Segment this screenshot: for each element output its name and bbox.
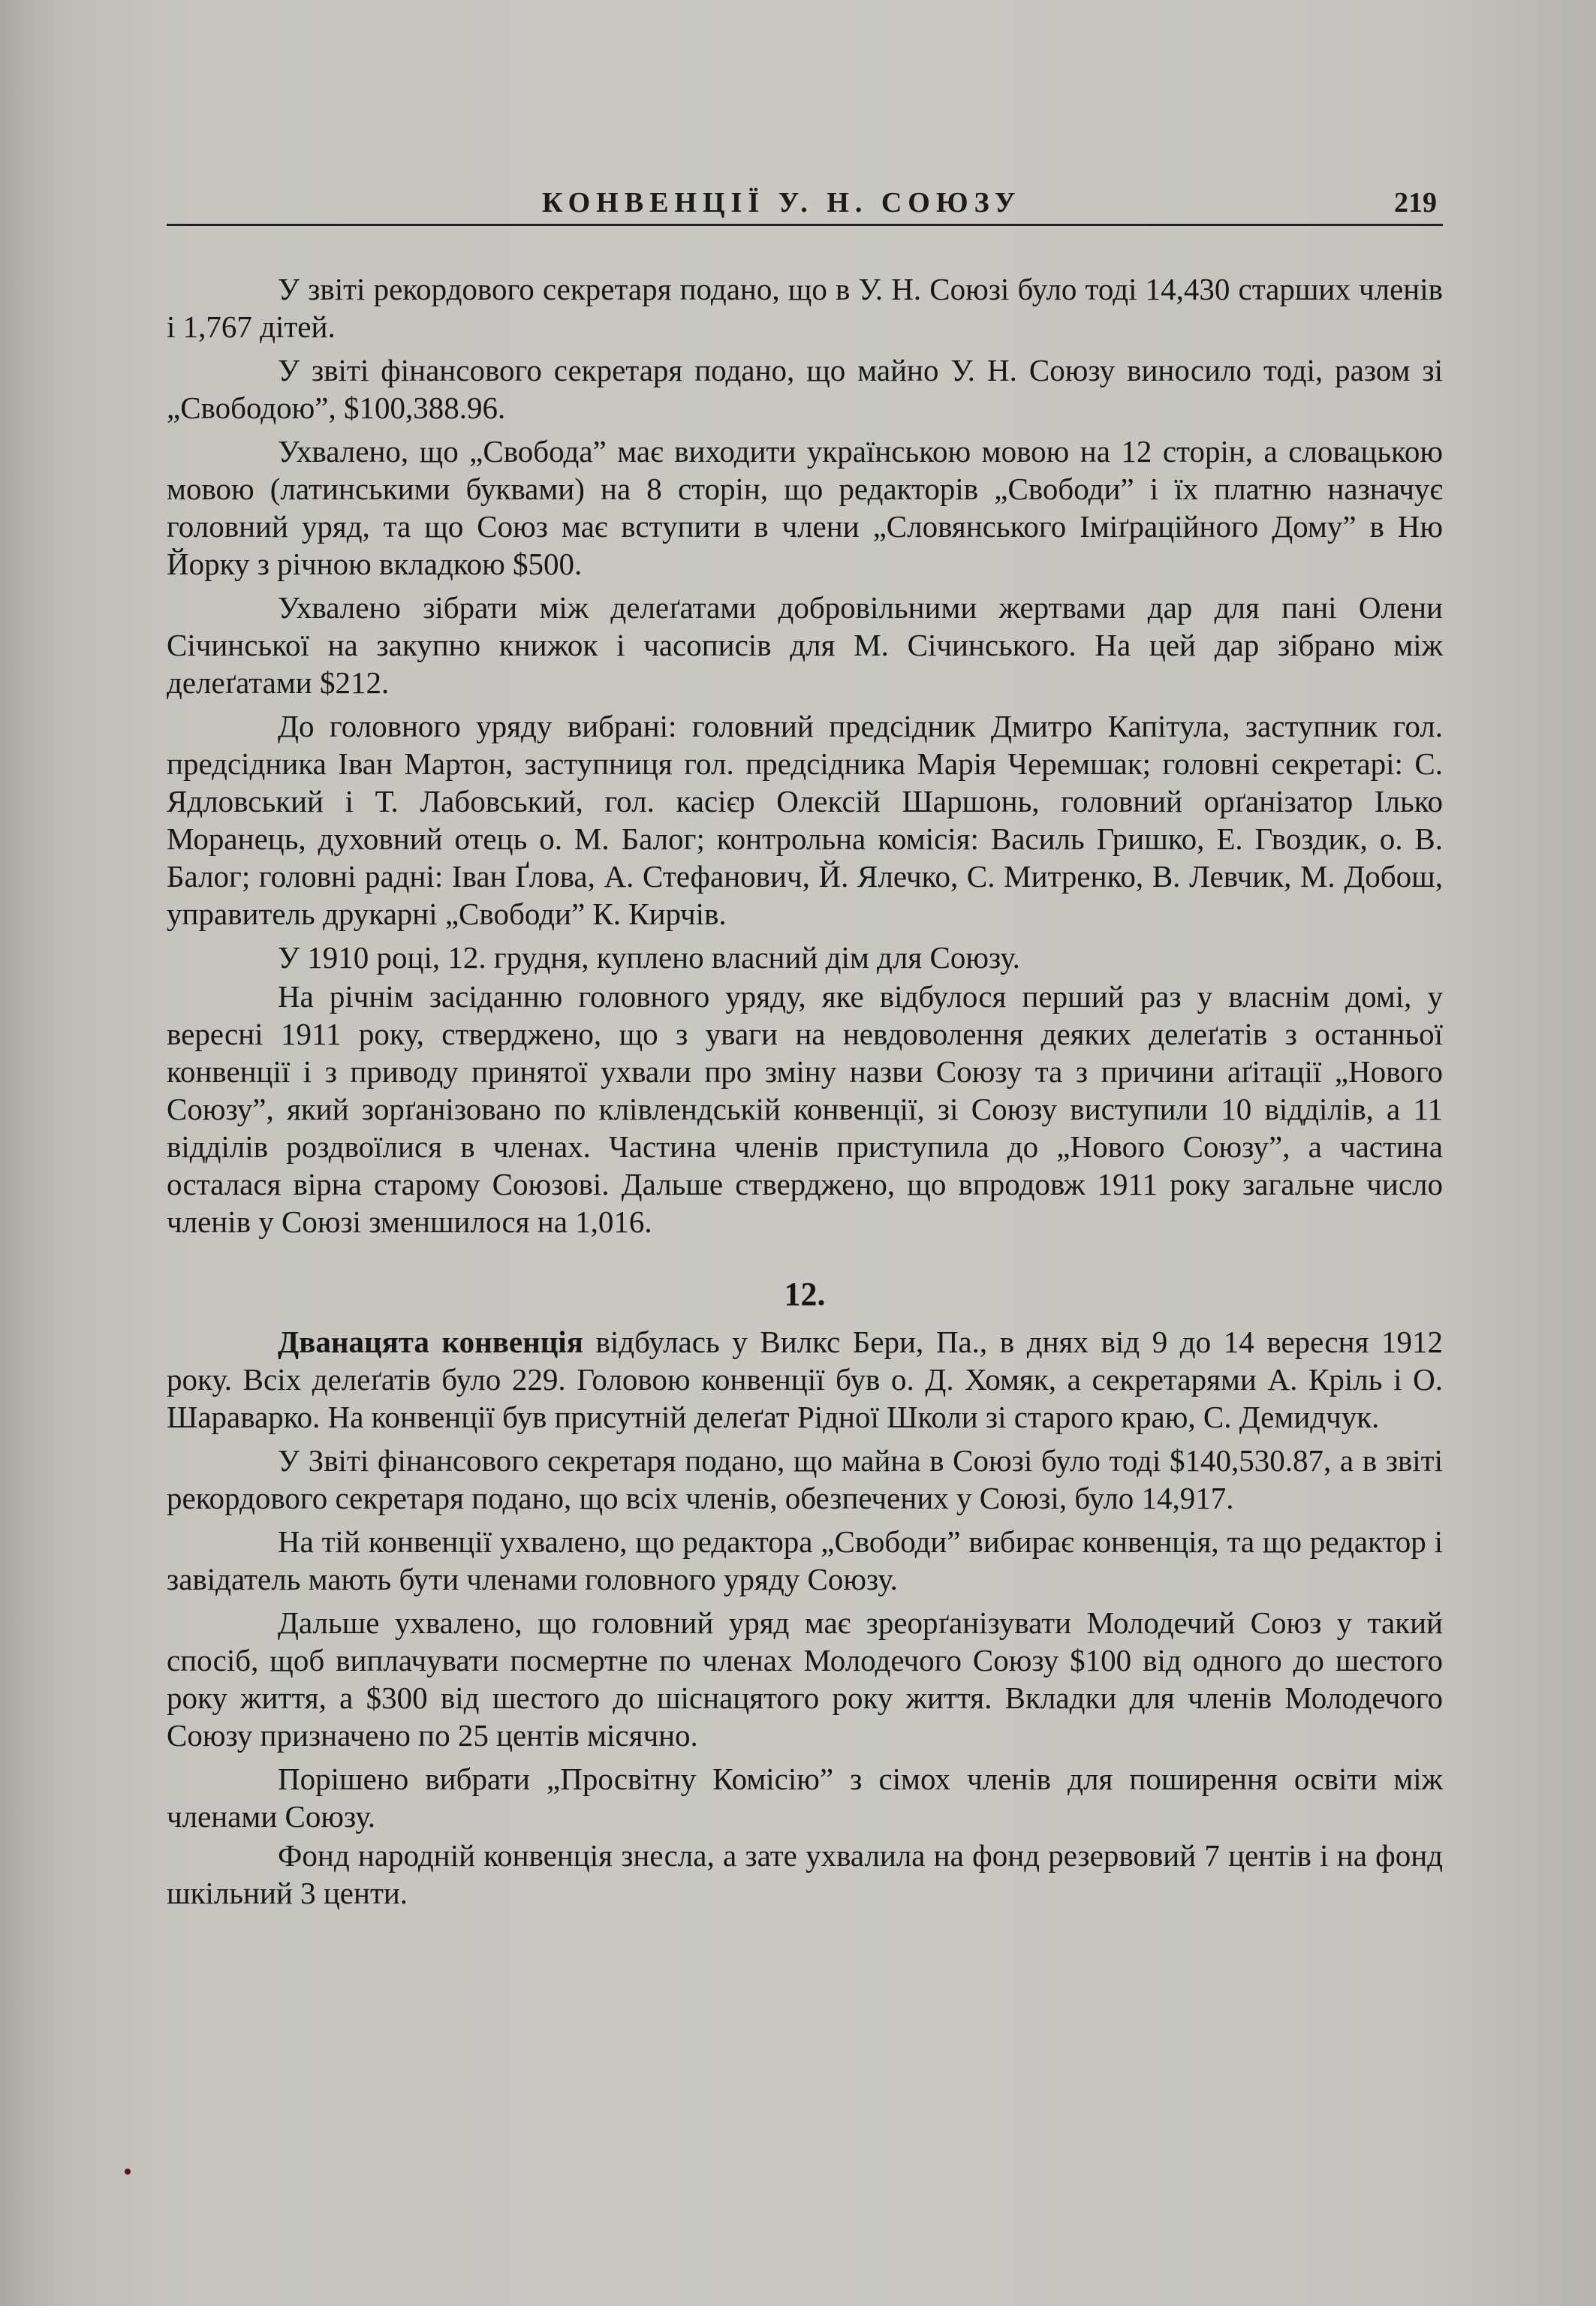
paragraph-assets: У звіті фінансового секретаря подано, що майно У. Н. Союзу виносило тоді, разом зі „Свободою”, $100,388.96. [167, 353, 1443, 425]
section-number: 12. [784, 1276, 826, 1313]
ink-dot [125, 2169, 131, 2175]
paragraph-members-count: У звіті рекордового секретаря подано, що в У. Н. Союзі було тоді 14,430 старших членів і 1,767 дітей. [167, 272, 1443, 344]
page-number: 219 [1394, 187, 1437, 219]
section-lead-rest: відбулась у Вилкс Бери, Па., в днях від 9 до 14 вересня 1912 року. Всіх делеґатів було 229. Головою конвенції був о. Д. Хомяк, а секретарями А. Кріль і О. Шараварко. На конвенції був присутній делеґат Рідної Школи зі старого краю, С. Демидчук. [167, 1325, 1443, 1434]
paragraph-annual-meeting: На річнім засіданню головного уряду, яке відбулося перший раз у власнім домі, у вересні 1911 року, стверджено, що з уваги на невдоволення деяких делеґатів з останньої конвенції і з приводу принятої ухвали про зміну назви Союзу та з причини аґітації „Нового Союзу”, який зорґанізовано по клівлендській конвенції, зі Союзу виступили 10 відділів, а 11 відділів роздвоїлися в членах. Частина членів приступила до „Нового Союзу”, а частина осталася вірна старому Союзові. Дальше стверджено, що впродовж 1911 року загальне число членів у Союзі зменшилося на 1,016. [167, 979, 1443, 1239]
page-text [167, 270, 1443, 1918]
paragraph-youth-union: Дальше ухвалено, що головний уряд має зреорґанізувати Молодечий Союз у такий спосіб, щоб виплачувати посмертне по членах Молодечого Союзу $100 від одного до шестого року життя, а $300 від шестого до шіснацятого року життя. Вкладки для членів Молодечого Союзу призначено по 25 центів місячно. [167, 1605, 1443, 1753]
page-header [167, 180, 1443, 226]
paragraph-editor: На тій конвенції ухвалено, що редактора „Свободи” вибирає конвенція, та що редактор і завідатель мають бути членами головного уряду Союзу. [167, 1524, 1443, 1596]
paragraph-twelfth-convention [167, 1323, 1443, 1436]
paragraph-executive: До головного уряду вибрані: головний предсідник Дмитро Капітула, заступник гол. предсідника Іван Мартон, заступниця гол. предсідника Марія Черемшак; головні секретарі: С. Ядловський і Т. Лабовський, гол. касієр Олексій Шаршонь, головний орґанізатор Ілько Моранець, духовний отець о. М. Балог; контрольна комісія: Василь Гришко, Е. Гвоздик, о. В. Балог; головні радні: Іван Ґлова, А. Стефанович, Й. Ялечко, С. Митренко, В. Левчик, М. Добош, управитель друкарні „Свободи” К. Кирчів. [167, 709, 1443, 931]
paragraph-donation: Ухвалено зібрати між делеґатами добровільними жертвами дар для пані Олени Січинської на закупно книжок і часописів для М. Січинського. На цей дар зібрано між делеґатами $212. [167, 590, 1443, 700]
running-title: КОНВЕНЦІЇ У. Н. СОЮЗУ [542, 187, 1022, 219]
section-lead: Дванацята конвенція [278, 1325, 583, 1359]
paragraph-education-commission: Порішено вибрати „Просвітну Комісію” з сімох членів для поширення освіти між членами Союзу. [167, 1762, 1443, 1834]
paragraph-svoboda-language: Ухвалено, що „Свобода” має виходити українською мовою на 12 сторін, а словацькою мовою (латинськими буквами) на 8 сторін, що редакторів „Свободи” і їх платню назначує головний уряд, та що Союз має вступити в члени „Словянського Іміґраційного Дому” в Ню Йорку з річною вкладкою $500. [167, 434, 1443, 581]
paragraph-funds: Фонд народній конвенція знесла, а зате ухвалила на фонд резервовий 7 центів і на фонд шкільний 3 центи. [167, 1838, 1443, 1910]
paragraph-financial-report: У Звіті фінансового секретаря подано, що майна в Союзі було тоді $140,530.87, а в звіті рекордового секретаря подано, що всіх членів, обезпечених у Союзі, було 14,917. [167, 1443, 1443, 1515]
paragraph-house: У 1910 році, 12. грудня, куплено власний дім для Союзу. [278, 940, 1020, 975]
